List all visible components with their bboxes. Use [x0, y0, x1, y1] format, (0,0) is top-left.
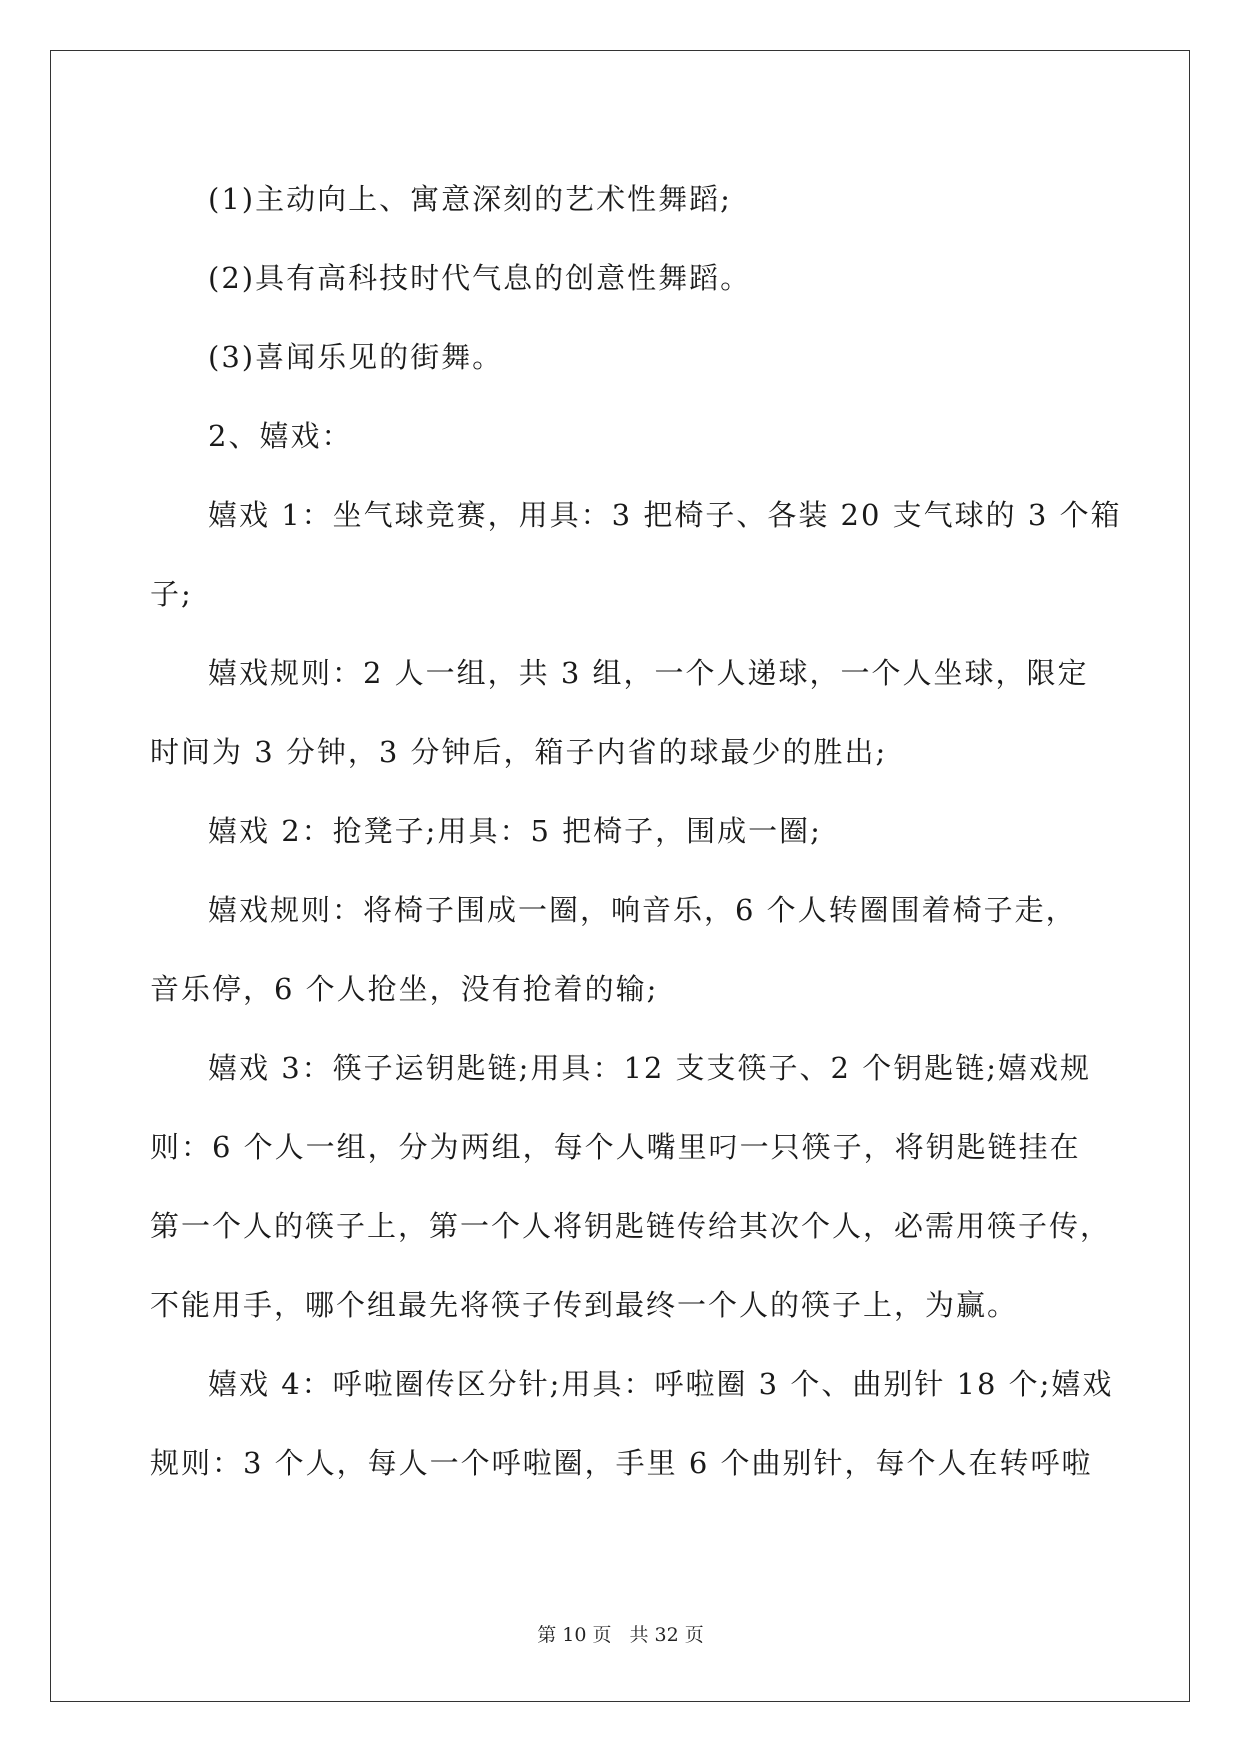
game-1-line-2: 子; [150, 577, 193, 611]
game-1-line-1: 嬉戏 1：坐气球竞赛，用具：3 把椅子、各装 20 支气球的 3 个箱 [208, 498, 1122, 532]
document-body [150, 160, 1122, 1503]
paragraph-1-line-1: (1)主动向上、寓意深刻的艺术性舞蹈; [208, 182, 732, 216]
paragraph-2-line-1: (2)具有高科技时代气息的创意性舞蹈。 [208, 261, 752, 295]
game-4-line-2: 规则：3 个人，每人一个呼啦圈，手里 6 个曲别针，每个人在转呼啦 [150, 1446, 1093, 1480]
game-2-rules-line-2: 音乐停，6 个人抢坐，没有抢着的输; [150, 972, 659, 1006]
game-4-line-1: 嬉戏 4：呼啦圈传区分针;用具：呼啦圈 3 个、曲别针 18 个;嬉戏 [208, 1367, 1114, 1401]
section-heading-games: 2、嬉戏： [208, 419, 353, 453]
game-1-rules-line-2: 时间为 3 分钟，3 分钟后，箱子内省的球最少的胜出; [150, 735, 888, 769]
page-total: 共 32 页 [629, 1624, 704, 1646]
page-footer [0, 1620, 1241, 1647]
game-3-line-3: 第一个人的筷子上，第一个人将钥匙链传给其次个人，必需用筷子传， [150, 1209, 1112, 1243]
game-3-line-2: 则：6 个人一组，分为两组，每个人嘴里叼一只筷子，将钥匙链挂在 [150, 1130, 1081, 1164]
game-3-line-4: 不能用手，哪个组最先将筷子传到最终一个人的筷子上，为赢。 [150, 1288, 1019, 1322]
game-2-rules-line-1: 嬉戏规则：将椅子围成一圈，响音乐，6 个人转圈围着椅子走， [208, 893, 1077, 927]
paragraph-3-line-1: (3)喜闻乐见的街舞。 [208, 340, 504, 374]
game-1-rules-line-1: 嬉戏规则：2 人一组，共 3 组，一个人递球，一个人坐球，限定 [208, 656, 1089, 690]
page-number: 第 10 页 [537, 1624, 612, 1646]
game-3-line-1: 嬉戏 3：筷子运钥匙链;用具：12 支支筷子、2 个钥匙链;嬉戏规 [208, 1051, 1091, 1085]
game-2-line-1: 嬉戏 2：抢凳子;用具：5 把椅子，围成一圈; [208, 814, 822, 848]
